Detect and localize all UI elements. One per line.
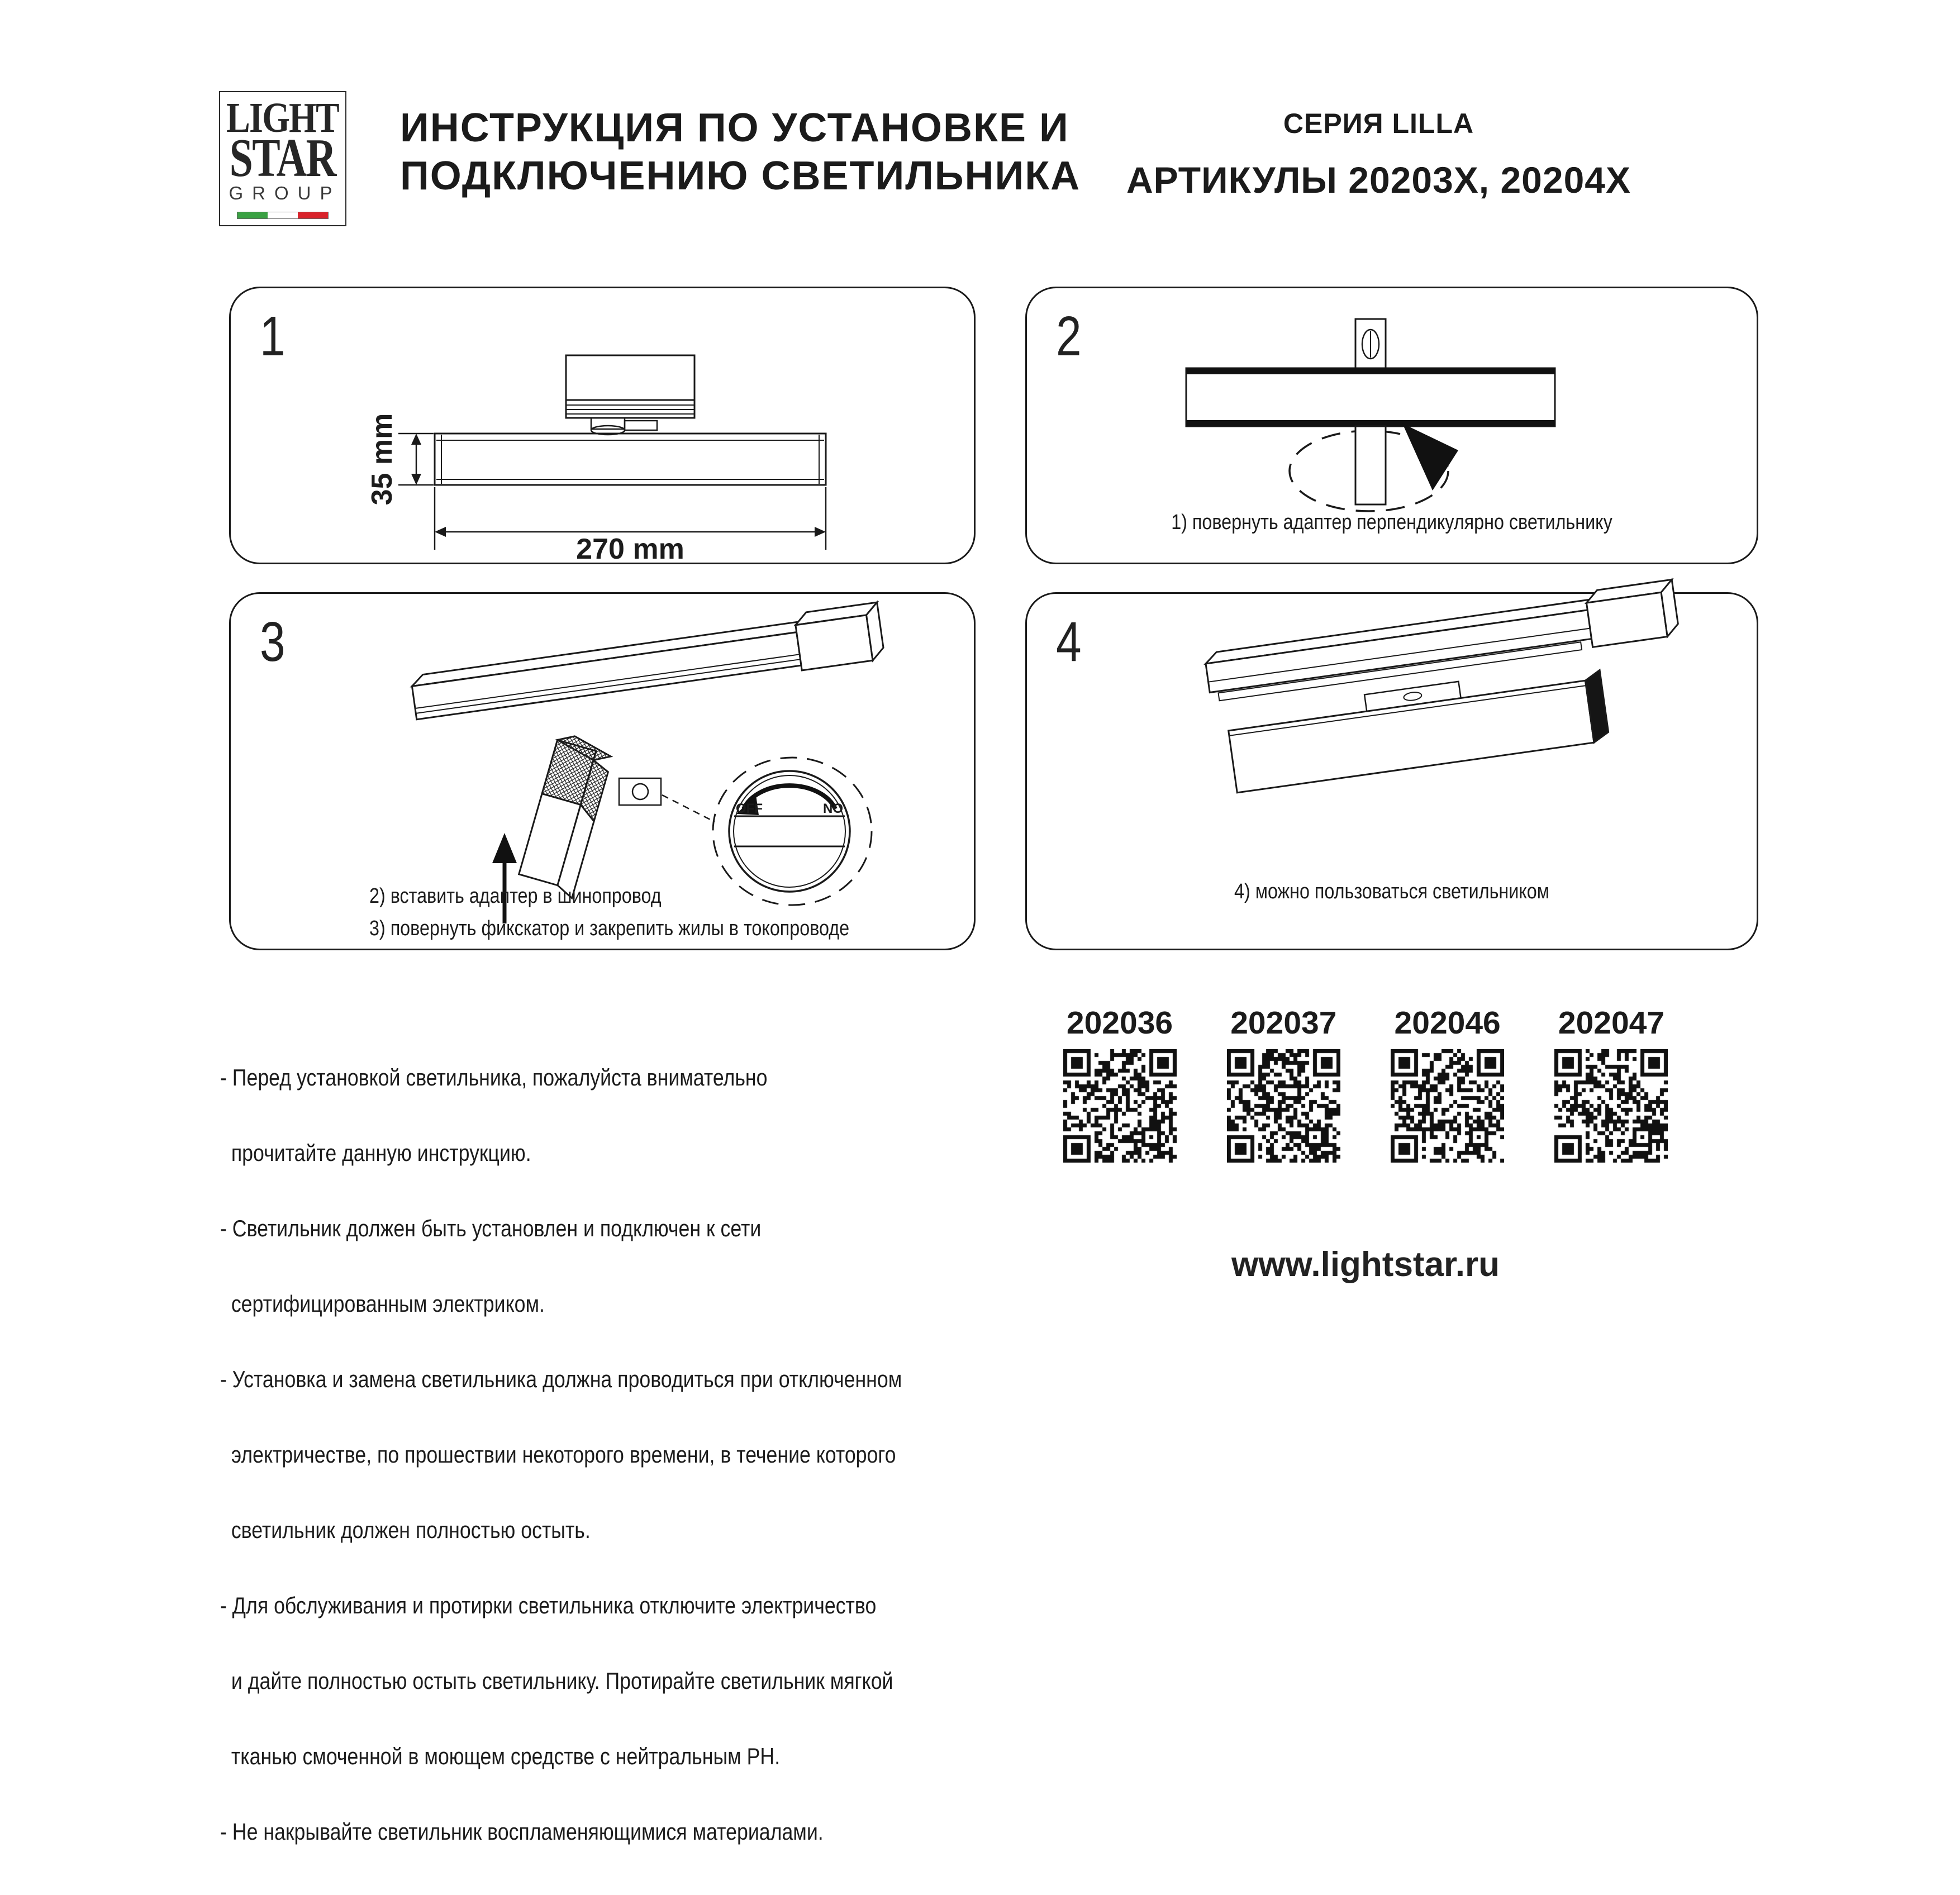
width-dimension-label: 270 mm	[576, 533, 684, 565]
detail-leader-line	[662, 795, 715, 822]
qr-code-row	[1049, 1004, 1682, 1163]
series-label: СЕРИЯ LILLA	[1283, 108, 1474, 139]
fixator-bracket	[619, 778, 661, 805]
note-line: сертифицированным электриком.	[220, 1291, 545, 1317]
qr-item	[1541, 1004, 1682, 1163]
note-line: электричестве, по прошествии некоторого времени, в течение которого	[220, 1441, 896, 1468]
note-line: - Для обслуживания и протирки светильника отключите электричество	[220, 1592, 877, 1618]
step-2-number: 2	[1056, 305, 1082, 368]
logo-word-star: STAR	[230, 127, 336, 188]
qr-code	[1063, 1049, 1177, 1163]
note-line: - Не накрывайте светильник воспламеняющимися материалами.	[220, 1818, 824, 1845]
note-line: и дайте полностью остыть светильнику. Протирайте светильник мягкой	[220, 1668, 893, 1694]
step-3-caption-line2: 3) повернуть фикскатор и закрепить жилы в токопроводе	[369, 917, 850, 940]
qr-code	[1391, 1049, 1504, 1163]
qr-item	[1049, 1004, 1190, 1163]
lamp-bar-side-view	[435, 434, 826, 485]
articles-label: АРТИКУЛЫ 20203X, 20204X	[1126, 159, 1631, 201]
title-line-1: ИНСТРУКЦИЯ ПО УСТАНОВКЕ И	[400, 106, 1069, 150]
qr-item	[1213, 1004, 1354, 1163]
italian-flag-icon	[237, 212, 329, 219]
insert-arrow-icon	[492, 833, 517, 923]
adapter-side-view	[566, 355, 694, 435]
website-url: www.lightstar.ru	[1231, 1245, 1500, 1284]
safety-notes	[220, 1015, 1018, 1894]
adapter-stem	[1355, 426, 1386, 504]
step-3-number: 3	[260, 611, 286, 673]
lamp-bar-top-view	[1186, 368, 1555, 426]
step-3-caption-line1: 2) вставить адаптер в шинопровод	[369, 884, 662, 908]
qr-item	[1377, 1004, 1518, 1163]
fixator-detail-view	[713, 758, 872, 905]
lamp-side-view-diagram	[231, 288, 974, 563]
step-4-panel	[1025, 592, 1758, 950]
qr-code	[1227, 1049, 1340, 1163]
detail-on-label: NO	[823, 801, 843, 816]
note-line: - Светильник должен быть установлен и подключен к сети	[220, 1215, 762, 1241]
flag-white-stripe	[268, 212, 298, 218]
header-right	[1112, 107, 1645, 201]
logo-word-group: GROUP	[229, 183, 341, 204]
qr-code	[1554, 1049, 1668, 1163]
flag-green-stripe	[237, 212, 268, 218]
logo-word-light: LIGHT	[226, 94, 339, 141]
detail-off-label: OFF	[736, 801, 763, 816]
flag-red-stripe	[298, 212, 328, 218]
lightstar-logo	[219, 91, 346, 226]
note-line: прочитайте данную инструкцию.	[220, 1140, 531, 1166]
step-1-panel	[229, 287, 976, 564]
article-number: 202037	[1230, 1005, 1337, 1041]
step-4-number: 4	[1056, 611, 1082, 673]
note-line: тканью смоченной в моющем средстве с нейтральным PH.	[220, 1743, 781, 1769]
article-number: 202046	[1394, 1005, 1501, 1041]
title-line-2: ПОДКЛЮЧЕНИЮ СВЕТИЛЬНИКА	[400, 154, 1081, 198]
article-number: 202047	[1558, 1005, 1665, 1041]
note-line: - Установка и замена светильника должна проводиться при отключенном	[220, 1366, 902, 1392]
page-title	[400, 104, 1081, 200]
article-number: 202036	[1066, 1005, 1173, 1041]
note-line: - Перед установкой светильника, пожалуйста внимательно	[220, 1064, 768, 1091]
rotation-arrow-icon	[1402, 423, 1458, 491]
step-4-caption: 4) можно пользоваться светильником	[1234, 880, 1549, 903]
note-line: светильник должен полностью остыть.	[220, 1517, 591, 1543]
height-dimension-label: 35 mm	[366, 413, 398, 506]
adapter-top-view	[1355, 319, 1386, 368]
track-rail	[410, 602, 885, 725]
adapter-block	[517, 732, 615, 898]
step-2-caption: 1) повернуть адаптер перпендикулярно светильнику	[1171, 511, 1612, 534]
step-1-number: 1	[260, 305, 286, 368]
step-3-panel	[229, 592, 976, 950]
step-2-panel	[1025, 287, 1758, 564]
